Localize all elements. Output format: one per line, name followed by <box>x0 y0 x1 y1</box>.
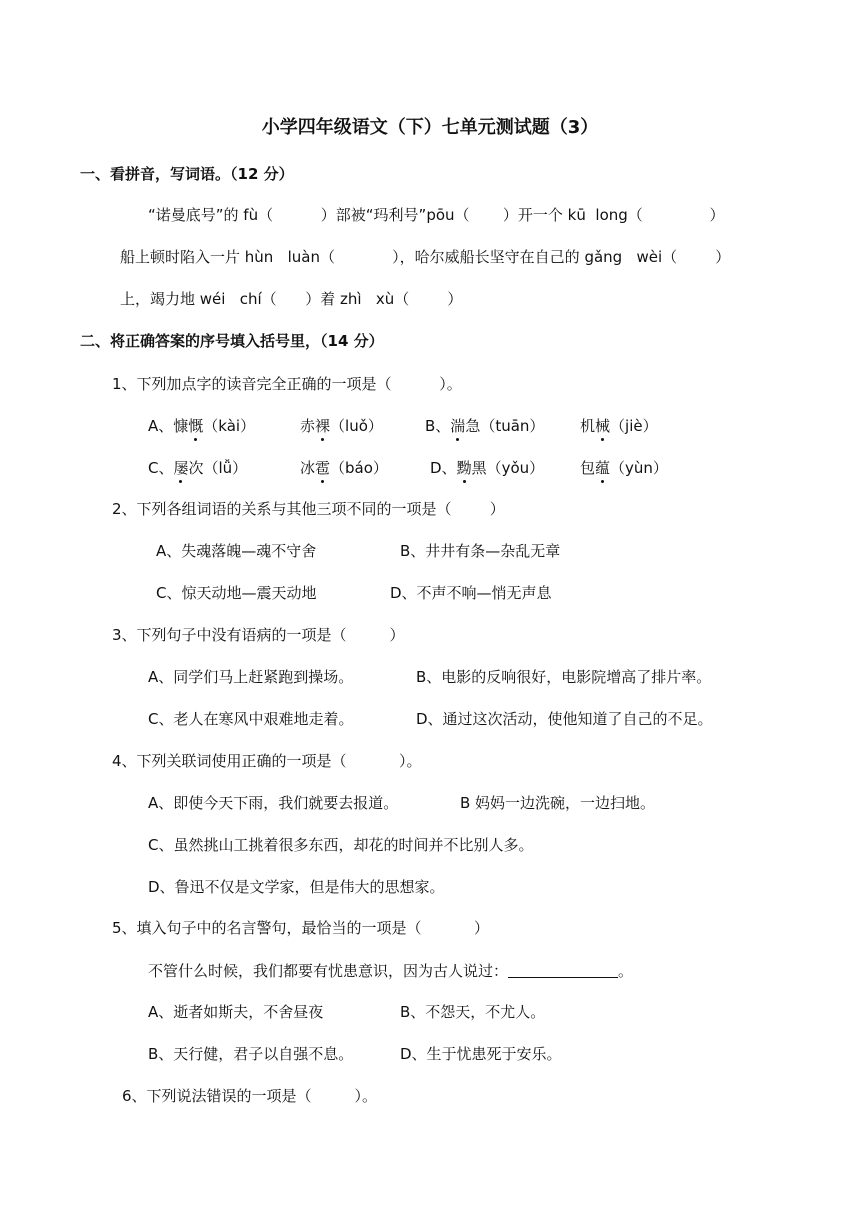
dotted-char: 湍 <box>450 417 466 435</box>
question-2-option-c: C、惊天动地—震天动地 <box>156 584 317 602</box>
question-6-stem: 6、下列说法错误的一项是（ ）。 <box>122 1087 377 1105</box>
dotted-char: 雹 <box>315 459 331 477</box>
dotted-char: 械 <box>595 417 611 435</box>
question-2-option-b: B、井井有条—杂乱无章 <box>400 542 561 560</box>
question-2-option-d: D、不声不响—悄无声息 <box>390 584 552 602</box>
question-1-stem: 1、下列加点字的读音完全正确的一项是（ ）。 <box>112 375 462 393</box>
question-1-option-b1: B、湍急（tuān） <box>425 417 545 435</box>
question-5-option-a: A、逝者如斯夫，不舍昼夜 <box>148 1003 324 1021</box>
question-3-option-b: B、电影的反响很好，电影院增高了排片率。 <box>416 668 712 686</box>
dotted-char: 裸 <box>315 417 331 435</box>
dotted-char: 屡 <box>173 459 189 477</box>
section-2-heading: 二、将正确答案的序号填入括号里，（14 分） <box>80 332 384 350</box>
question-1-option-d1: D、黝黑（yǒu） <box>430 459 545 477</box>
dotted-char: 蕴 <box>595 459 611 477</box>
question-4-option-d: D、鲁迅不仅是文学家，但是伟大的思想家。 <box>148 878 445 896</box>
question-5-option-b: B、不怨天，不尤人。 <box>400 1003 546 1021</box>
dotted-char: 慨 <box>188 417 204 435</box>
question-3-stem: 3、下列句子中没有语病的一项是（ ） <box>112 626 405 644</box>
question-2-option-a: A、失魂落魄—魂不守舍 <box>156 542 317 560</box>
question-1-option-a2: 赤裸（luǒ） <box>300 417 383 435</box>
page-title: 小学四年级语文（下）七单元测试题（3） <box>261 117 599 138</box>
question-3-option-a: A、同学们马上赶紧跑到操场。 <box>148 668 354 686</box>
question-1-option-b2: 机械（jiè） <box>580 417 658 435</box>
question-4-option-a: A、即使今天下雨，我们就要去报道。 <box>148 794 399 812</box>
question-4-option-b: B 妈妈一边洗碗，一边扫地。 <box>460 794 656 812</box>
question-5-option-c: B、天行健，君子以自强不息。 <box>148 1045 354 1063</box>
question-5-sentence: 不管什么时候，我们都要有忧患意识，因为古人说过： 。 <box>148 962 634 980</box>
question-5-stem: 5、填入句子中的名言警句，最恰当的一项是（ ） <box>112 919 489 937</box>
question-1-option-d2: 包蕴（yùn） <box>580 459 668 477</box>
question-4-stem: 4、下列关联词使用正确的一项是（ ）。 <box>112 752 422 770</box>
section-1-line-3: 上，竭力地 wéi chí（ ）着 zhì xù（ ） <box>120 290 463 308</box>
question-3-option-c: C、老人在寒风中艰难地走着。 <box>148 710 354 728</box>
section-1-line-2: 船上顿时陷入一片 hùn luàn（ ），哈尔威船长坚守在自己的 gǎng wèi（ ） <box>120 248 731 266</box>
question-4-option-c: C、虽然挑山工挑着很多东西，却花的时间并不比别人多。 <box>148 836 534 854</box>
question-2-stem: 2、下列各组词语的关系与其他三项不同的一项是（ ） <box>112 500 505 518</box>
section-1-heading: 一、看拼音，写词语。（12 分） <box>80 165 294 183</box>
question-1-option-c2: 冰雹（báo） <box>300 459 388 477</box>
question-1-option-a1: A、慷慨（kài） <box>148 417 256 435</box>
question-5-option-d: D、生于忧患死于安乐。 <box>400 1045 562 1063</box>
question-3-option-d: D、通过这次活动，使他知道了自己的不足。 <box>416 710 713 728</box>
answer-blank <box>508 961 618 978</box>
dotted-char: 黝 <box>456 459 472 477</box>
section-1-line-1: “诺曼底号”的 fù（ ）部被“玛利号”pōu（ ）开一个 kū long（ ） <box>148 206 725 224</box>
question-1-option-c1: C、屡次（lǚ） <box>148 459 248 477</box>
